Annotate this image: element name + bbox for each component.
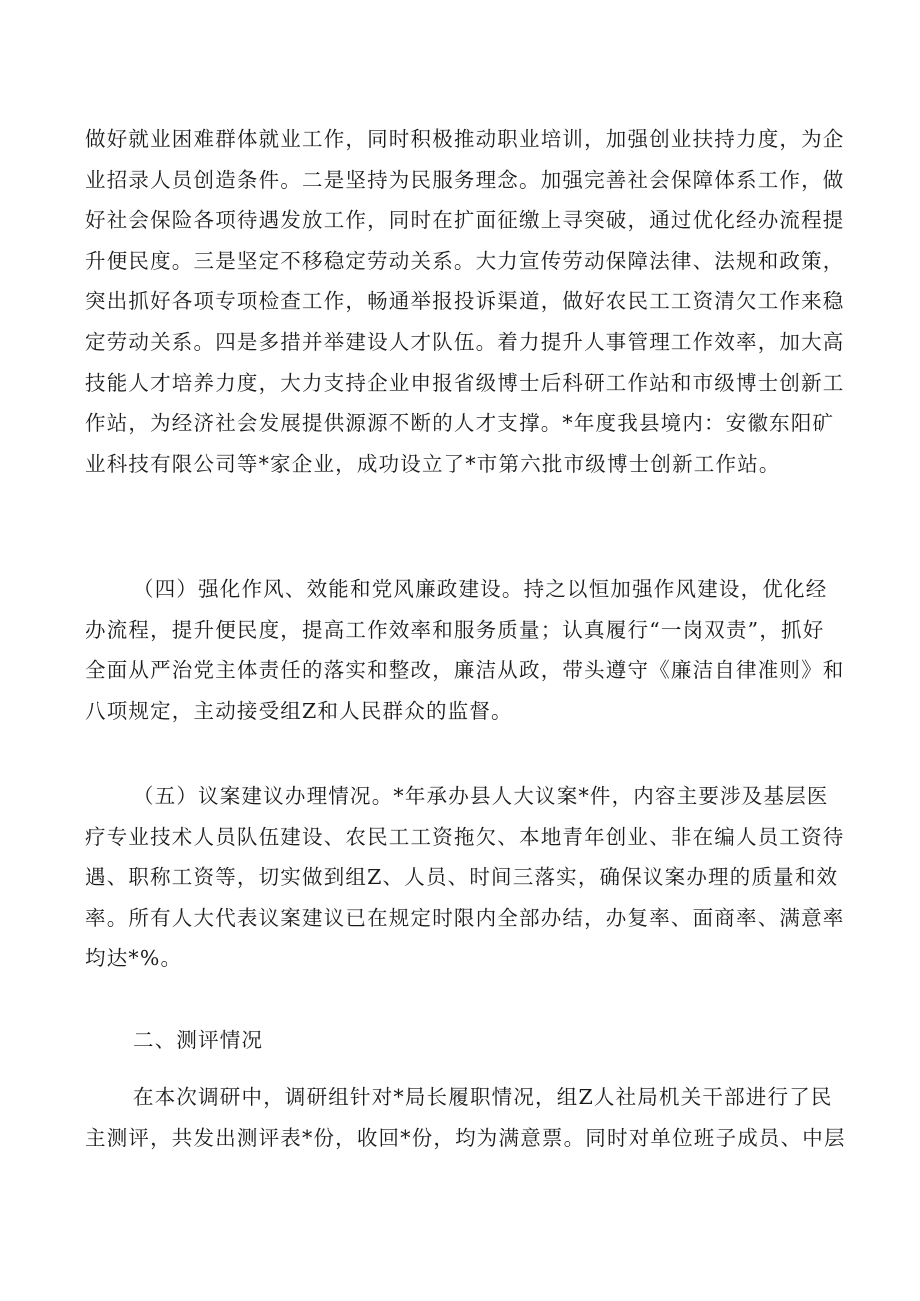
paragraph-line: 遇、职称工资等，切实做到组Z、人员、时间三落实，确保议案办理的质量和效 <box>85 865 839 890</box>
paragraph-line: 做好就业困难群体就业工作，同时积极推动职业培训，加强创业扶持力度，为企 <box>85 127 845 151</box>
paragraph-line: 好社会保险各项待遇发放工作，同时在扩面征缴上寻突破，通过优化经办流程提 <box>85 208 845 233</box>
paragraph-line: 业招录人员创造条件。二是坚持为民服务理念。加强完善社会保障体系工作，做 <box>85 167 845 192</box>
paragraph-line: 技能人才培养力度，大力支持企业申报省级博士后科研工作站和市级博士创新工 <box>85 370 845 395</box>
paragraph-employment-services <box>85 119 845 484</box>
paragraph-line: 作站，为经济社会发展提供源源不断的人才支撑。*年度我县境内：安徽东阳矿 <box>85 411 835 436</box>
paragraph-line: 升便民度。三是坚定不移稳定劳动关系。大力宣传劳动保障法律、法规和政策， <box>85 248 845 273</box>
paragraph-line: 在本次调研中，调研组针对*局长履职情况，组Z人社局机关干部进行了民 <box>133 1085 833 1109</box>
paragraph-line: 办流程，提升便民度，提高工作效率和服务质量；认真履行“一岗双责”，抓好 <box>85 617 825 642</box>
paragraph-proposals <box>85 776 845 979</box>
paragraph-evaluation <box>85 1077 846 1158</box>
paragraph-line: 疗专业技术人员队伍建设、农民工工资拖欠、本地青年创业、非在编人员工资待 <box>85 824 845 849</box>
paragraph-line: 率。所有人大代表议案建议已在规定时限内全部办结，办复率、面商率、满意率 <box>85 905 845 930</box>
paragraph-line: （五）议案建议办理情况。*年承办县人大议案*件，内容主要涉及基层医 <box>133 784 829 808</box>
section-heading: 二、测评情况 <box>133 1028 264 1052</box>
paragraph-line: 均达*%。 <box>85 946 183 971</box>
paragraph-work-style <box>85 569 845 731</box>
paragraph-line: （四）强化作风、效能和党风廉政建设。持之以恒加强作风建设，优化经 <box>133 577 828 601</box>
paragraph-line: 八项规定，主动接受组Z和人民群众的监督。 <box>85 698 513 723</box>
paragraph-line: 主测评，共发出测评表*份，收回*份，均为满意票。同时对单位班子成员、中层 <box>85 1125 846 1150</box>
paragraph-line: 定劳动关系。四是多措并举建设人才队伍。着力提升人事管理工作效率，加大高 <box>85 329 845 354</box>
paragraph-line: 业科技有限公司等*家企业，成功设立了*市第六批市级博士创新工作站。 <box>85 451 781 476</box>
paragraph-line: 突出抓好各项专项检查工作，畅通举报投诉渠道，做好农民工工资清欠工作来稳 <box>85 289 845 314</box>
paragraph-line: 全面从严治党主体责任的落实和整改，廉洁从政，带头遵守《廉洁自律准则》和 <box>85 658 845 683</box>
